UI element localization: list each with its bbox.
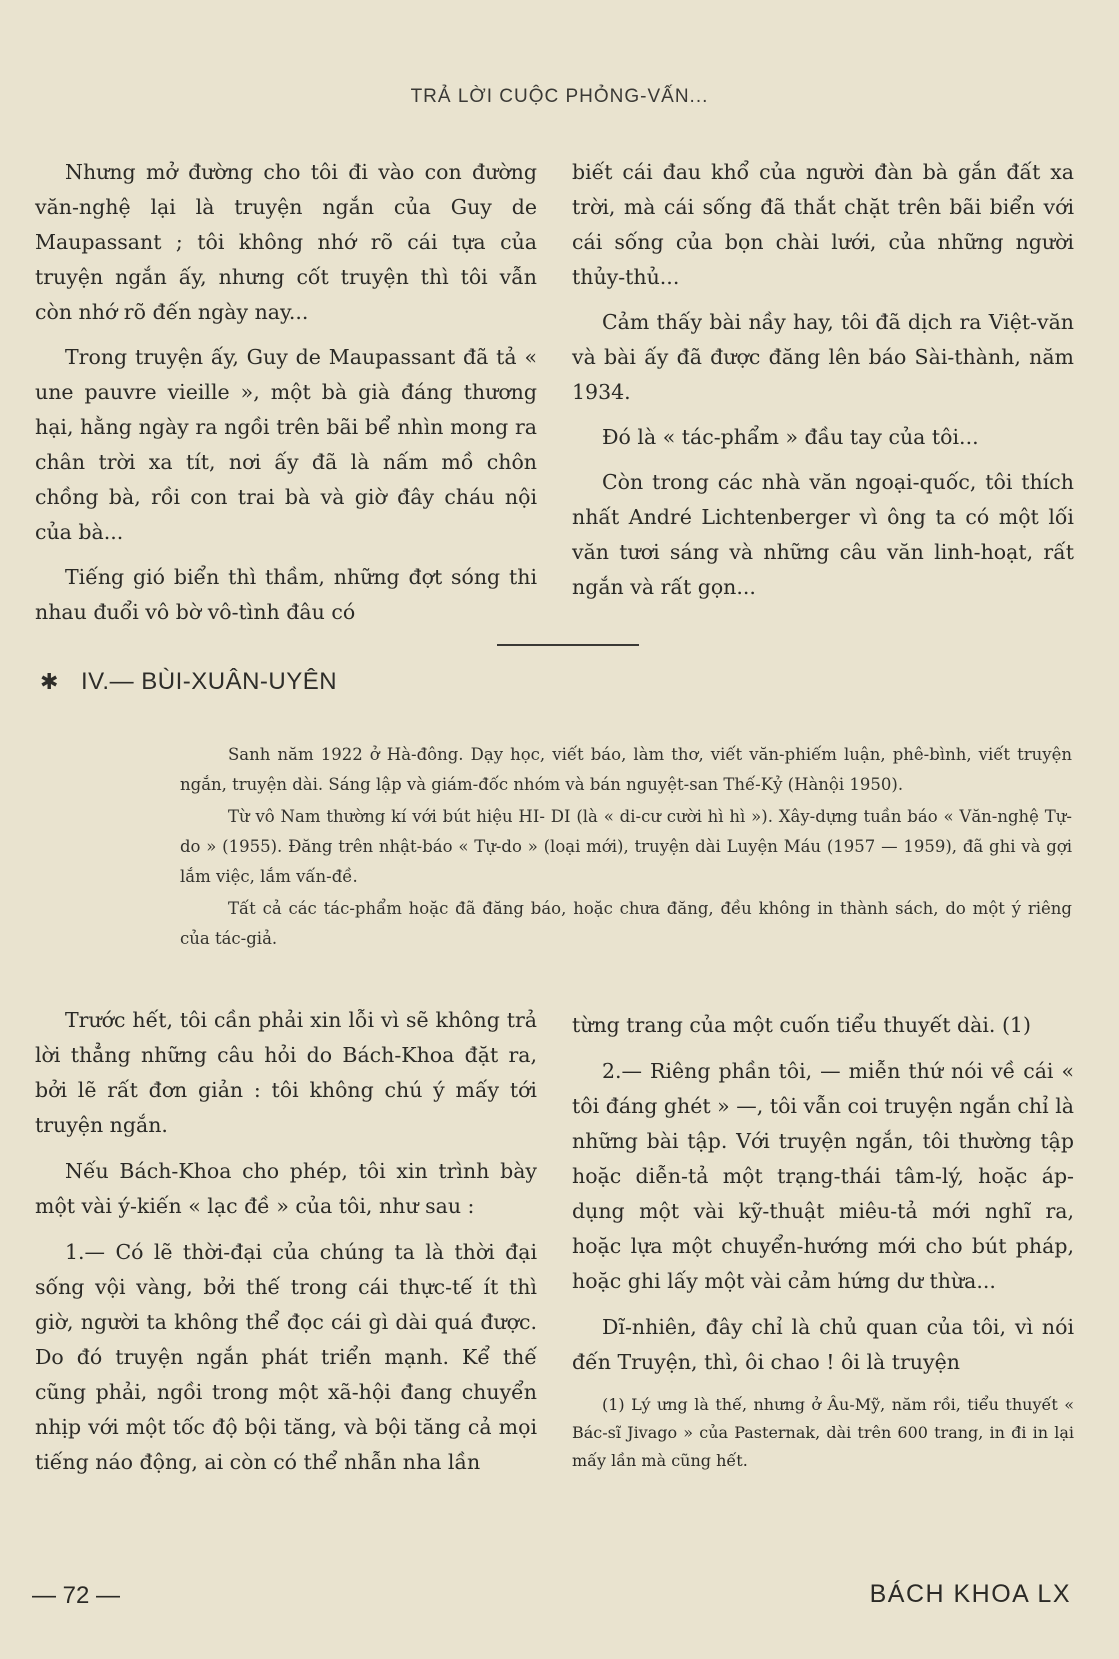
section-title: IV.— BÙI-XUÂN-UYÊN	[80, 668, 338, 695]
star-icon: ✱	[40, 669, 59, 694]
paragraph: Nếu Bách-Khoa cho phép, tôi xin trình bày một vài ý-kiến « lạc đề » của tôi, như sau :	[35, 1159, 537, 1218]
paragraph: Trong truyện ấy, Guy de Maupassant đã tả « une pauvre vieille », một bà già đáng thương hại, hằng ngày ra ngồi trên bãi bể nhìn mong ra chân trời xa tít, nơi ấy đã là nấm mồ chôn chồng bà, rồi con trai bà và giờ đây cháu nội của bà...	[35, 345, 537, 544]
paragraph: biết cái đau khổ của người đàn bà gắn đất xa trời, mà cái sống đã thắt chặt trên bãi biển với cái sống của bọn chài lưới, của những người thủy-thủ...	[572, 160, 1074, 289]
paragraph: từng trang của một cuốn tiểu thuyết dài. (1)	[572, 1013, 1031, 1037]
top-left-column	[35, 155, 537, 640]
paragraph: Trước hết, tôi cần phải xin lỗi vì sẽ không trả lời thẳng những câu hỏi do Bách-Khoa đặt ra, bởi lẽ rất đơn giản : tôi không chú ý mấy tới truyện ngắn.	[35, 1008, 537, 1137]
paragraph: 2.— Riêng phần tôi, — miễn thứ nói về cái « tôi đáng ghét » —, tôi vẫn coi truyện ngắn chỉ là những bài tập. Với truyện ngắn, tôi thường tập hoặc diễn-tả một trạng-thái tâm-lý, hoặc áp-dụng một vài kỹ-thuật miêu-tả mới nghĩ ra, hoặc lựa một chuyển-hướng mới cho bút pháp, hoặc ghi lấy một vài cảm hứng dư thừa...	[572, 1059, 1074, 1293]
paragraph: Đó là « tác-phẩm » đầu tay của tôi...	[602, 425, 979, 449]
bio-paragraph: Từ vô Nam thường kí với bút hiệu HI- DI (là « di-cư cười hì hì »). Xây-dựng tuần báo « Văn-nghệ Tự-do » (1955). Đăng trên nhật-báo « Tự-do » (loại mới), truyện dài Luyện Máu (1957 — 1959), đã ghi và gợi lắm việc, lắm vấn-đề.	[180, 807, 1072, 886]
author-bio	[180, 740, 1072, 956]
bottom-right-column	[572, 1008, 1074, 1475]
paragraph: Nhưng mở đường cho tôi đi vào con đường văn-nghệ lại là truyện ngắn của Guy de Maupassant ; tôi không nhớ rõ cái tựa của truyện ngắn ấy, nhưng cốt truyện thì tôi vẫn còn nhớ rõ đến ngày nay...	[35, 160, 537, 324]
paragraph: Tiếng gió biển thì thầm, những đợt sóng thi nhau đuổi vô bờ vô-tình đâu có	[35, 565, 537, 624]
paragraph: 1.— Có lẽ thời-đại của chúng ta là thời đại sống vội vàng, bởi thế trong cái thực-tế ít thì giờ, người ta không thể đọc cái gì dài quá được. Do đó truyện ngắn phát triển mạnh. Kể thế cũng phải, ngồi trong một xã-hội đang chuyển nhịp với một tốc độ bội tăng, và bội tăng cả mọi tiếng náo động, ai còn có thể nhẫn nha lần	[35, 1240, 537, 1474]
magazine-title: BÁCH KHOA LX	[869, 1580, 1071, 1608]
section-divider	[497, 644, 639, 646]
bio-paragraph: Sanh năm 1922 ở Hà-đông. Dạy học, viết báo, làm thơ, viết văn-phiếm luận, phê-bình, viết truyện ngắn, truyện dài. Sáng lập và giám-đốc nhóm và bán nguyệt-san Thế-Kỷ (Hànội 1950).	[180, 745, 1072, 794]
footnote: (1) Lý ưng là thế, nhưng ở Âu-Mỹ, năm rồi, tiểu thuyết « Bác-sĩ Jivago » của Pasternak, dài trên 600 trang, in đi in lại mấy lần mà cũng hết.	[572, 1395, 1074, 1470]
paragraph: Dĩ-nhiên, đây chỉ là chủ quan của tôi, vì nói đến Truyện, thì, ôi chao ! ôi là truyện	[572, 1315, 1074, 1374]
paragraph: Cảm thấy bài nầy hay, tôi đã dịch ra Việt-văn và bài ấy đã được đăng lên báo Sài-thành, năm 1934.	[572, 310, 1074, 404]
section-heading	[40, 668, 337, 696]
top-right-column	[572, 155, 1074, 615]
bottom-left-column	[35, 1003, 537, 1491]
bio-paragraph: Tất cả các tác-phẩm hoặc đã đăng báo, hoặc chưa đăng, đều không in thành sách, do một ý riêng của tác-giả.	[180, 899, 1072, 948]
running-head: TRẢ LỜI CUỘC PHỎNG-VẤN...	[410, 86, 709, 107]
paragraph: Còn trong các nhà văn ngoại-quốc, tôi thích nhất André Lichtenberger vì ông ta có một lối văn tươi sáng và những câu văn linh-hoạt, rất ngắn và rất gọn...	[572, 470, 1074, 599]
page-number: — 72 —	[32, 1582, 121, 1609]
